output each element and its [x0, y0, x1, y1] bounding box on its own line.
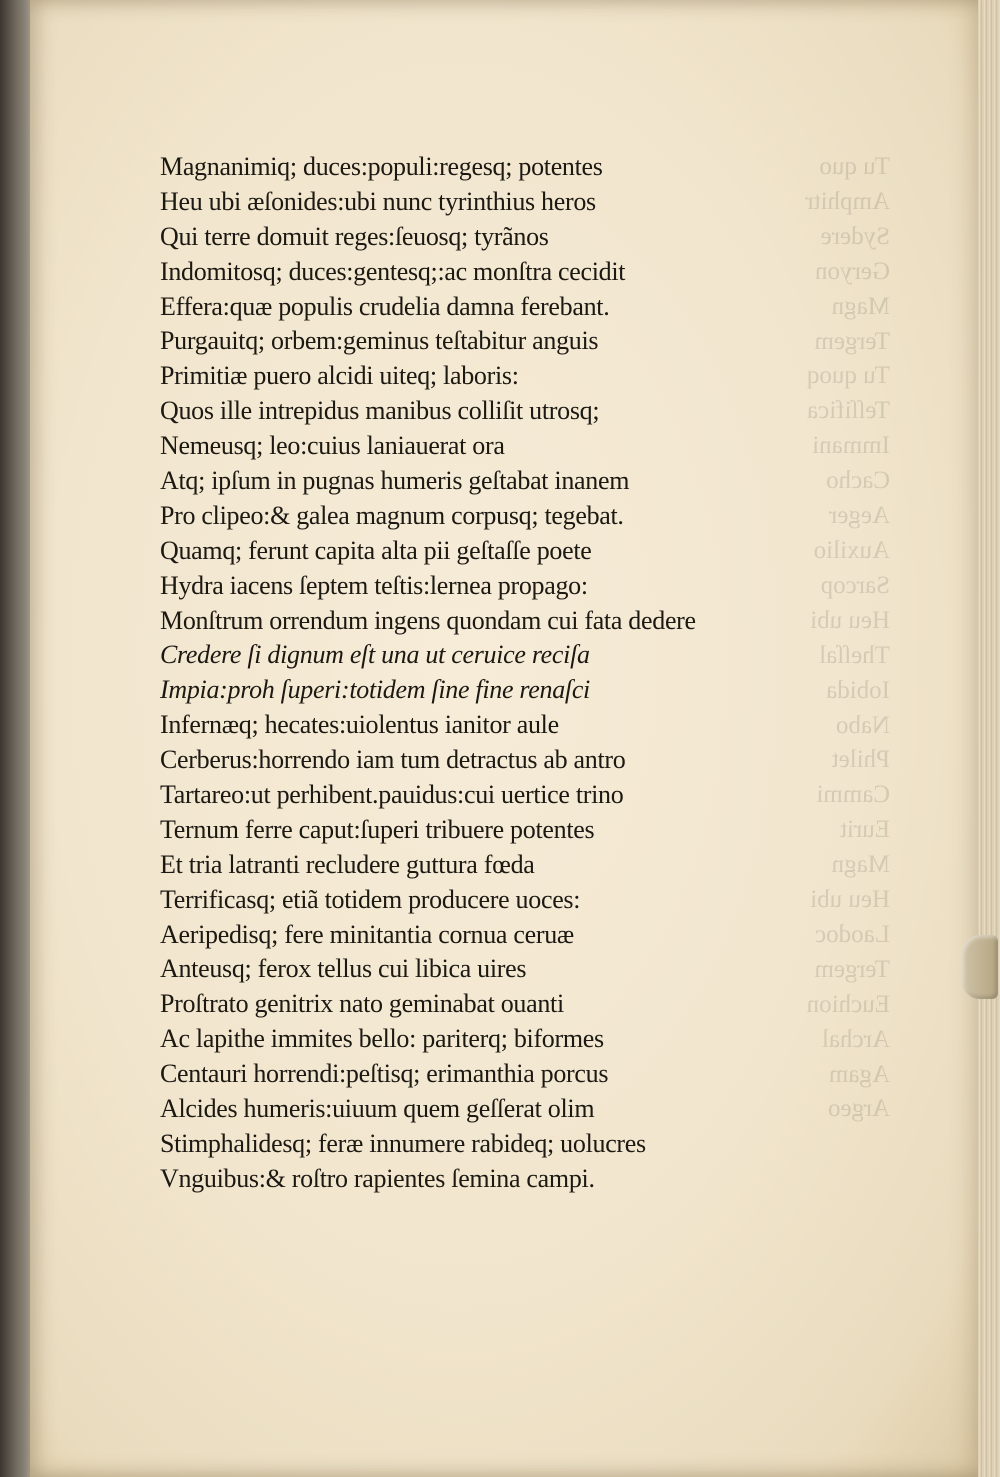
- verse-line: Credere ſi dignum eſt una ut ceruice reciſa: [160, 640, 590, 670]
- book-page: [30, 0, 982, 1477]
- verse-line: Quos ille intrepidus manibus colliſit utrosq;: [160, 396, 600, 426]
- verse-line: Purgauitq; orbem:geminus teſtabitur anguis: [160, 326, 599, 356]
- verse-line: Centauri horrendi:peſtisq; erimanthia porcus: [160, 1059, 609, 1089]
- verse-line: Stimphalidesq; feræ innumere rabideq; uolucres: [160, 1128, 646, 1158]
- verse-line: Infernæq; hecates:uiolentus ianitor aule: [160, 710, 559, 740]
- verse-line: Atq; ipſum in pugnas humeris geſtabat inanem: [160, 466, 630, 496]
- book-page-edges-right: [978, 0, 1000, 1477]
- verse-line: Terrificasq; etiã totidem producere uoces:: [160, 884, 581, 914]
- show-through-text: Tu quo Amphitr Sydere Geryon Magn Tergem Tu quoq Teſſifica Immani Cacho Aeger Auxilio Sarcop Heu ubi Theſſal Iobida Nabo Philet Cammi Eurit Magn Heu ubi Laodoc Tergem Euchion Archal Agam Argeo: [805, 153, 890, 1123]
- verse-text-block: [160, 150, 860, 1197]
- verse-line: Quamq; ferunt capita alta pii geſtaſſe poete: [160, 535, 592, 565]
- verse-line: Heu ubi æſonides:ubi nunc tyrinthius heros: [160, 186, 596, 216]
- verse-line: Anteusq; ferox tellus cui libica uires: [160, 954, 527, 984]
- verse-line: Effera:quæ populis crudelia damna ferebant.: [160, 291, 610, 321]
- book-clasp: [962, 935, 998, 999]
- verse-line: Alcides humeris:uiuum quem geſſerat olim: [160, 1094, 595, 1124]
- verse-line: Tartareo:ut perhibent.pauidus:cui uertice trino: [160, 780, 624, 810]
- verse-line: Nemeusq; leo:cuius laniauerat ora: [160, 431, 505, 461]
- verse-line: Primitiæ puero alcidi uiteq; laboris:: [160, 361, 519, 391]
- verse-line: Ac lapithe immites bello: pariterq; biformes: [160, 1024, 604, 1054]
- verse-line: Pro clipeo:& galea magnum corpusq; tegebat.: [160, 500, 624, 530]
- verse-line: Indomitosq; duces:gentesq;:ac monſtra cecidit: [160, 256, 626, 286]
- verse-line: Hydra iacens ſeptem teſtis:lernea propago:: [160, 570, 588, 600]
- verse-line: Vnguibus:& roſtro rapientes ſemina campi.: [160, 1163, 595, 1193]
- verse-line: Aeripedisq; fere minitantia cornua ceruæ: [160, 919, 574, 949]
- verse-line: Cerberus:horrendo iam tum detractus ab antro: [160, 745, 626, 775]
- verse-line: Magnanimiq; duces:populi:regesq; potentes: [160, 152, 603, 181]
- verse-line: Ternum ferre caput:ſuperi tribuere potentes: [160, 814, 595, 844]
- verse-line: Et tria latranti recludere guttura fœda: [160, 849, 535, 879]
- verse-line: Qui terre domuit reges:ſeuosq; tyrãnos: [160, 221, 549, 251]
- verse-line: Proſtrato genitrix nato geminabat ouanti: [160, 989, 564, 1019]
- verse-line: Monſtrum orrendum ingens quondam cui fata dedere: [160, 605, 696, 635]
- verse-line: Impia:proh ſuperi:totidem ſine fine renaſci: [160, 675, 590, 705]
